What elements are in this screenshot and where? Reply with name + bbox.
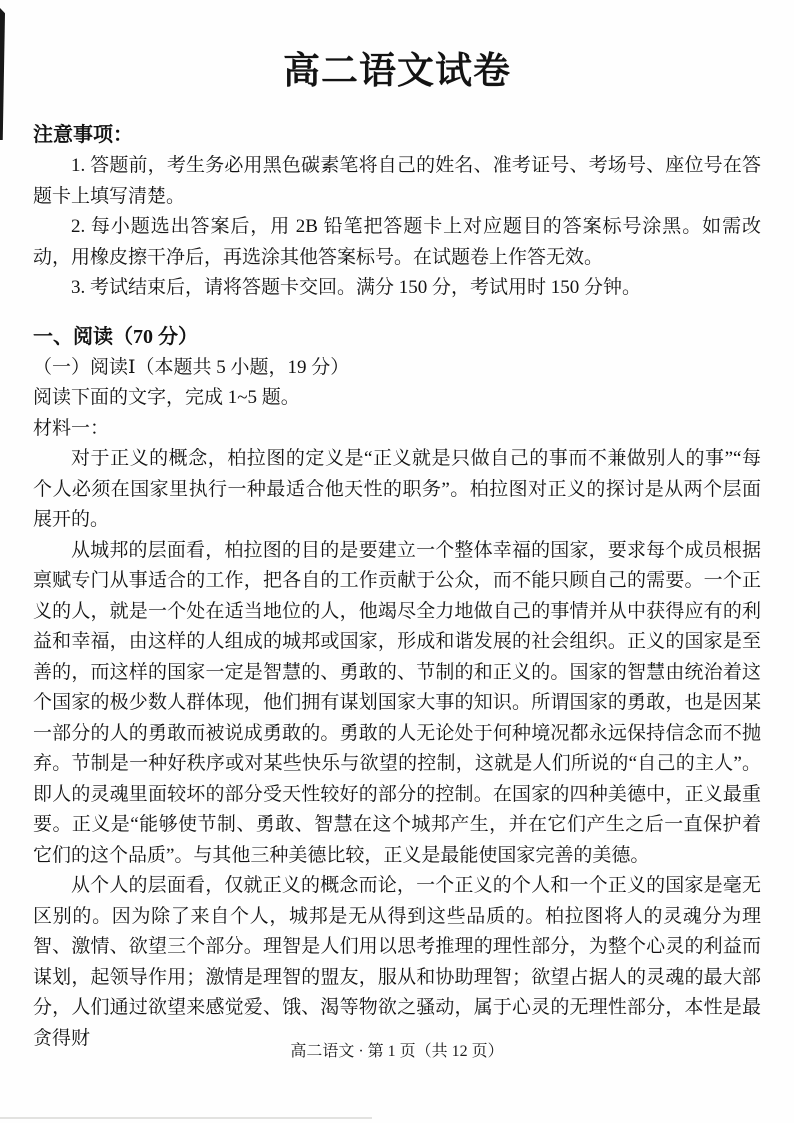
reading-instruction: 阅读下面的文字，完成 1~5 题。 bbox=[33, 387, 300, 408]
material-paragraph-1: 对于正义的概念，柏拉图的定义是“正义就是只做自己的事而不兼做别人的事”“每个人必须在国家里执行一种最适合他天性的职务”。柏拉图对正义的探讨是从两个层面展开的。 bbox=[33, 448, 761, 530]
material-paragraph-3: 从个人的层面看，仅就正义的概念而论，一个正义的个人和一个正义的国家是毫无区别的。因为除了来自个人，城邦是无从得到这些品质的。柏拉图将人的灵魂分为理智、激情、欲望三个部分。理智是人们用以思考推理的理性部分，为整个心灵的利益而谋划，起领导作用；激情是理智的盟友，服从和协助理智；欲望占据人的灵魂的最大部分，人们通过欲望来感觉爱、饿、渴等物欲之骚动，属于心灵的无理性部分，本性是最贪得财 bbox=[33, 875, 761, 1049]
exam-title: 高二语文试卷 bbox=[283, 51, 511, 92]
material-paragraph-2: 从城邦的层面看，柏拉图的目的是要建立一个整体幸福的国家，要求每个成员根据禀赋专门从事适合的工作，把各自的工作贡献于公众，而不能只顾自己的需要。一个正义的人，就是一个处在适当地位的人，他竭尽全力地做自己的事情并从中获得应有的利益和幸福，由这样的人组成的城邦或国家，形成和谐发展的社会组织。正义的国家是至善的，而这样的国家一定是智慧的、勇敢的、节制的和正义的。国家的智慧由统治着这个国家的极少数人群体现，他们拥有谋划国家大事的知识。所谓国家的勇敢，也是因某一部分的人的勇敢而被说成勇敢的。勇敢的人无论处于何种境况都永远保持信念而不抛弃。节制是一种好秩序或对某些快乐与欲望的控制，这就是人们所说的“自己的主人”。即人的灵魂里面较坏的部分受天性较好的部分的控制。在国家的四种美德中，正义最重要。正义是“能够使节制、勇敢、智慧在这个城邦产生，并在它们产生之后一直保护着它们的这个品质”。与其他三种美德比较，正义是最能使国家完善的美德。 bbox=[33, 539, 761, 866]
page-content bbox=[0, 50, 794, 1054]
section-heading-reading: 一、阅读（70 分） bbox=[33, 325, 198, 348]
scan-artifact-bottom-line bbox=[0, 1117, 372, 1119]
notice-heading: 注意事项： bbox=[33, 124, 133, 146]
page-footer: 高二语文 · 第 1 页（共 12 页） bbox=[290, 1043, 504, 1060]
notice-item-2: 2. 每小题选出答案后，用 2B 铅笔把答题卡上对应题目的答案标号涂黑。如需改动，用橡皮擦干净后，再选涂其他答案标号。在试题卷上作答无效。 bbox=[33, 216, 761, 268]
subsection-heading-reading-1: （一）阅读Ⅰ（本题共 5 小题，19 分） bbox=[33, 356, 350, 378]
material-one-label: 材料一： bbox=[33, 417, 110, 439]
notice-item-3: 3. 考试结束后，请将答题卡交回。满分 150 分，考试用时 150 分钟。 bbox=[71, 277, 642, 298]
notice-item-1: 1. 答题前，考生务必用黑色碳素笔将自己的姓名、准考证号、考场号、座位号在答题卡上填写清楚。 bbox=[33, 155, 761, 207]
